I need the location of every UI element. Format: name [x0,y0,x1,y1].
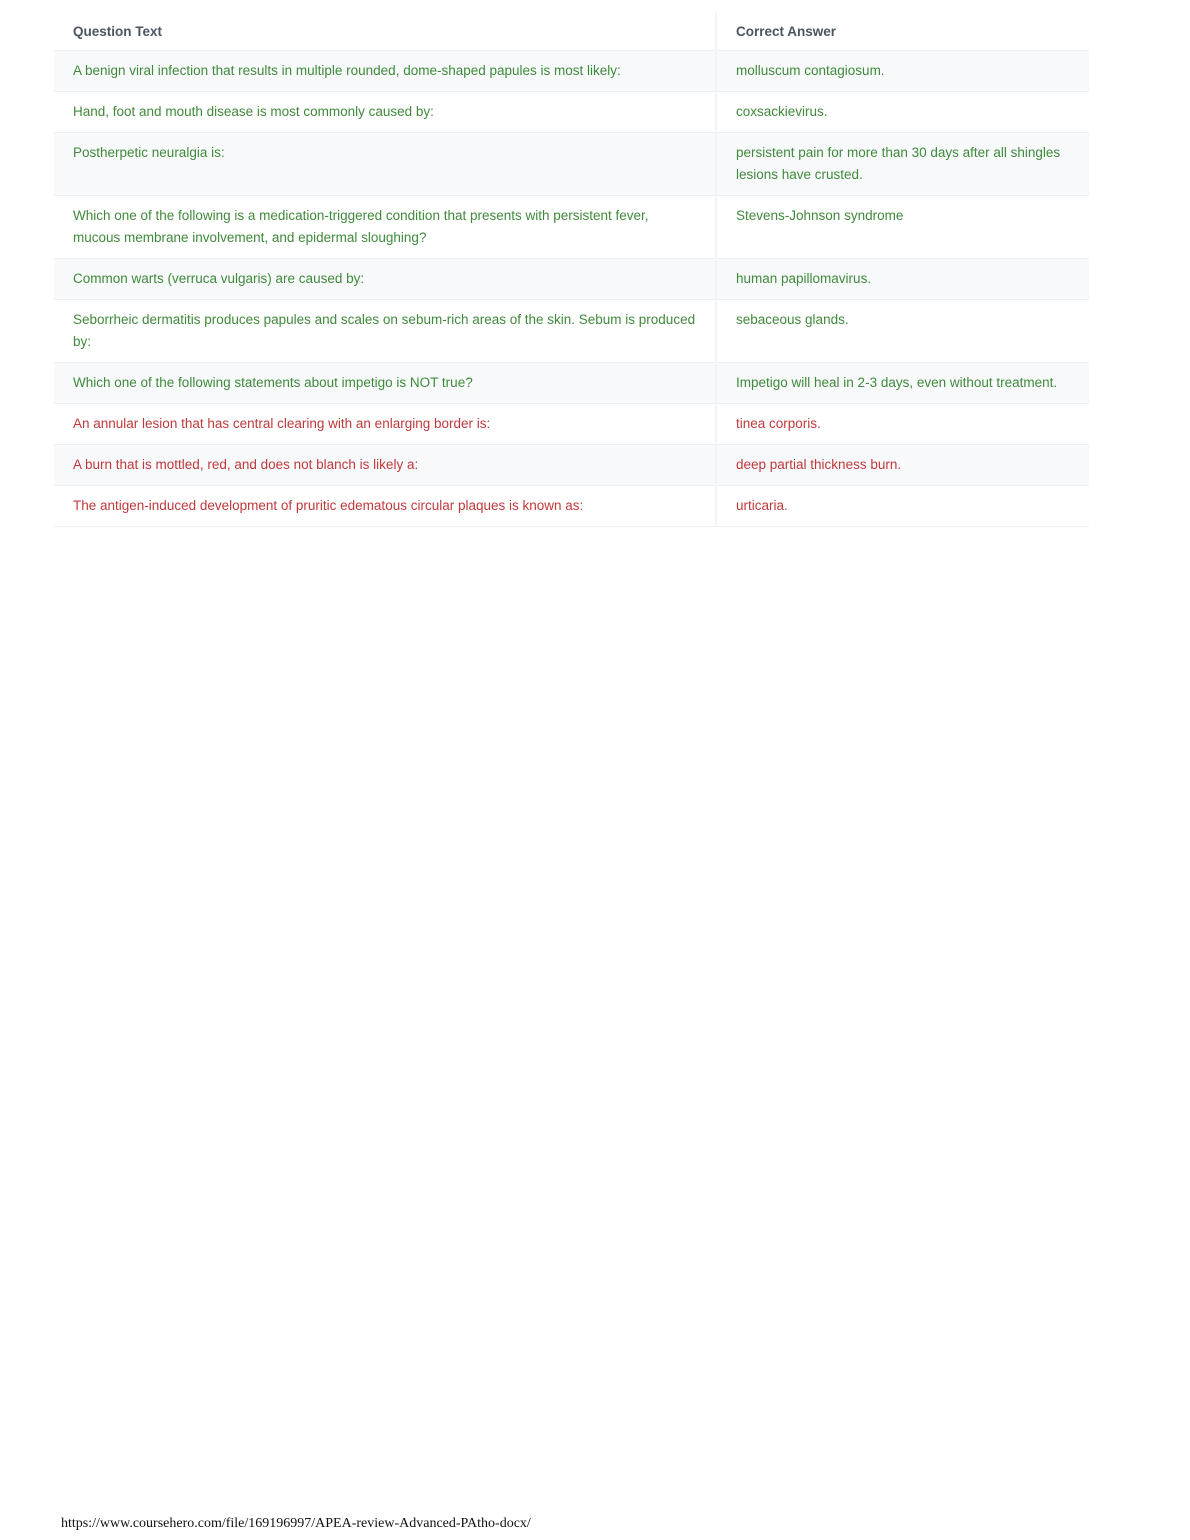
question-cell: An annular lesion that has central clearing with an enlarging border is: [54,404,716,445]
table-row [54,300,1089,363]
table-row [54,92,1089,133]
answer-cell: persistent pain for more than 30 days after all shingles lesions have crusted. [716,133,1089,196]
table-row [54,486,1089,527]
question-cell: Hand, foot and mouth disease is most commonly caused by: [54,92,716,133]
answer-cell: urticaria. [716,486,1089,527]
results-table [54,12,1089,527]
table-row [54,363,1089,404]
table-header-row [54,12,1089,51]
question-cell: Which one of the following is a medication-triggered condition that presents with persistent fever, mucous membrane involvement, and epidermal sloughing? [54,196,716,259]
table-row [54,445,1089,486]
answer-cell: coxsackievirus. [716,92,1089,133]
question-cell: Which one of the following statements about impetigo is NOT true? [54,363,716,404]
question-cell: A benign viral infection that results in multiple rounded, dome-shaped papules is most likely: [54,51,716,92]
question-cell: Postherpetic neuralgia is: [54,133,716,196]
answer-cell: Stevens-Johnson syndrome [716,196,1089,259]
table-row [54,51,1089,92]
answer-cell: human papillomavirus. [716,259,1089,300]
question-cell: The antigen-induced development of pruritic edematous circular plaques is known as: [54,486,716,527]
table-row [54,404,1089,445]
question-cell: Common warts (verruca vulgaris) are caused by: [54,259,716,300]
answer-cell: molluscum contagiosum. [716,51,1089,92]
answer-cell: tinea corporis. [716,404,1089,445]
answer-cell: deep partial thickness burn. [716,445,1089,486]
table-row [54,259,1089,300]
table-body [54,51,1089,527]
footer-source-url[interactable]: https://www.coursehero.com/file/169196997/APEA-review-Advanced-PAtho-docx/ [61,1516,531,1531]
table-row [54,196,1089,259]
question-text-header: Question Text [54,12,716,51]
correct-answer-header: Correct Answer [716,12,1089,51]
question-cell: A burn that is mottled, red, and does not blanch is likely a: [54,445,716,486]
answer-cell: sebaceous glands. [716,300,1089,363]
results-table-container [54,12,1089,527]
table-row [54,133,1089,196]
question-cell: Seborrheic dermatitis produces papules and scales on sebum-rich areas of the skin. Sebum is produced by: [54,300,716,363]
answer-cell: Impetigo will heal in 2-3 days, even without treatment. [716,363,1089,404]
